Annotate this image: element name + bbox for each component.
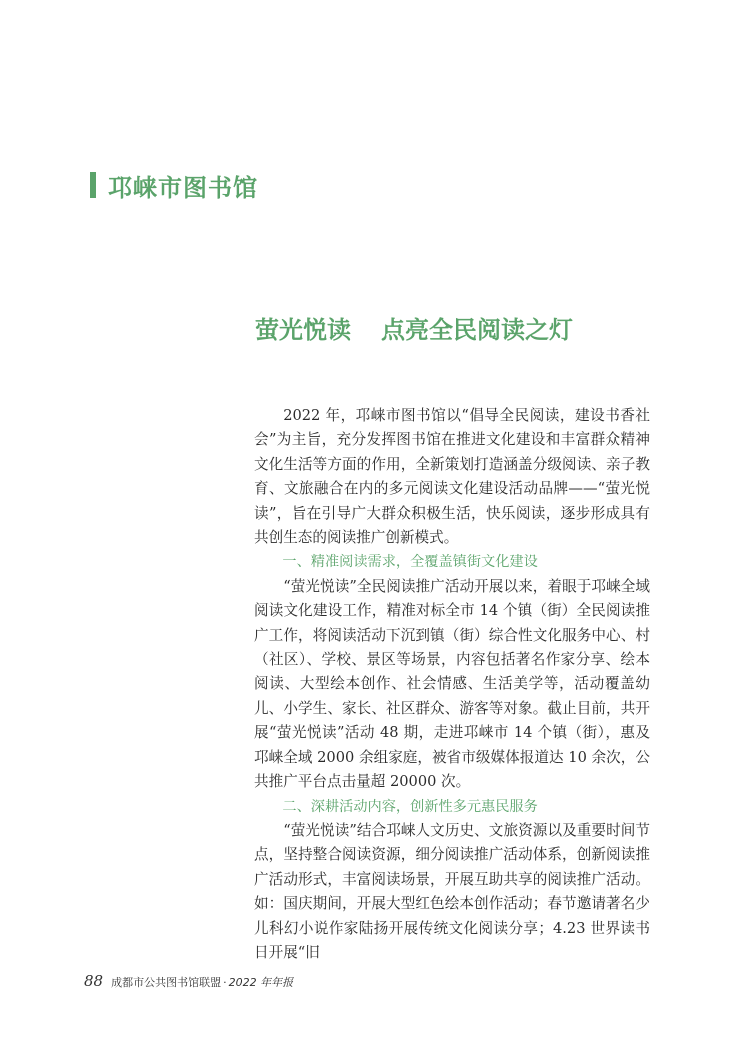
page-number: 88: [84, 972, 104, 990]
report-year: 2022 年年报: [228, 976, 294, 989]
article-title: [255, 310, 573, 345]
heading-2: 二、深耕活动内容，创新性多元惠民服务: [282, 798, 538, 815]
article-body: [254, 404, 650, 965]
heading-1: 一、精准阅读需求，全覆盖镇街文化建设: [282, 554, 538, 571]
paragraph-2: “萤光悦读”结合邛崃人文历史、文旅资源以及重要时间节点，坚持整合阅读资源，细分阅读推广活动体系，创新阅读推广活动形式，丰富阅读场景，开展互助共享的阅读推广活动。如：国庆期间，开展大型红色绘本创作活动；春节邀请著名少儿科幻小说作家陆扬开展传统文化阅读分享；4.23 世界读书日开展“旧: [254, 821, 650, 961]
section-title: 邛崃市图书馆: [108, 174, 258, 202]
footer-separator: ·: [223, 976, 227, 989]
paragraph-intro: 2022 年，邛崃市图书馆以“倡导全民阅读，建设书香社会”为主旨，充分发挥图书馆在推进文化建设和丰富群众精神文化生活等方面的作用，全新策划打造涵盖分级阅读、亲子教育、文旅融合在内的多元阅读文化建设活动品牌——“萤光悦读”，旨在引导广大群众积极生活，快乐阅读，逐步形成具有共创生态的阅读推广创新模式。: [254, 407, 650, 547]
paragraph-1: “萤光悦读”全民阅读推广活动开展以来，着眼于邛崃全域阅读文化建设工作，精准对标全市 14 个镇（街）全民阅读推广工作，将阅读活动下沉到镇（街）综合性文化服务中心、村（社区）、学校、景区等场景，内容包括著名作家分享、绘本阅读、大型绘本创作、社会情感、生活美学等，活动覆盖幼儿、小学生、家长、社区群众、游客等对象。截止目前，共开展“萤光悦读”活动 48 期，走进邛崃市 14 个镇（街），惠及邛崃全域 2000 余组家庭，被省市级媒体报道达 10 余次，公共推广平台点击量超 20000 次。: [254, 577, 650, 791]
page-footer: [84, 972, 293, 990]
article-title-part1: 萤光悦读: [255, 316, 351, 344]
section-marker: [90, 172, 96, 198]
article-title-part2: 点亮全民阅读之灯: [381, 316, 573, 344]
publication-name: 成都市公共图书馆联盟: [111, 976, 222, 989]
